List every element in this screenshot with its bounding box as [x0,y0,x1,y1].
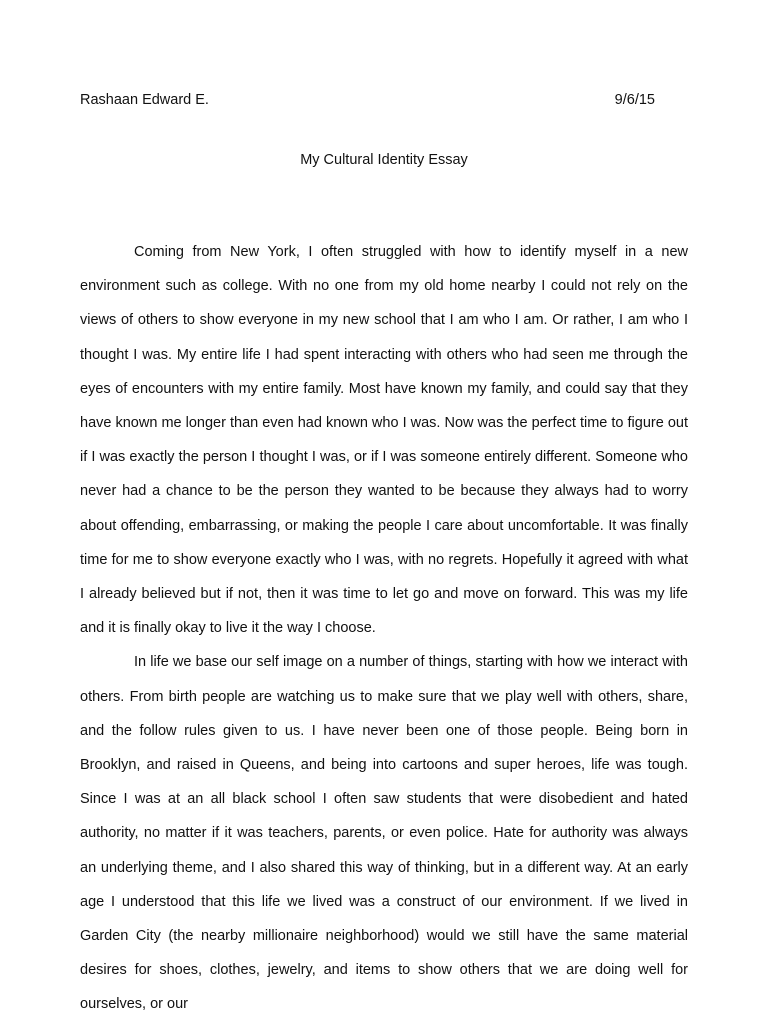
header-row [80,89,655,111]
essay-body [80,235,688,1022]
paragraph-2: In life we base our self image on a number of things, starting with how we interact with others. From birth people are watching us to make sure that we play well with others, share, and the follow rules given to us. I have never been one of those people. Being born in Brooklyn, and raised in Queens, and being into cartoons and super heroes, life was tough. Since I was at an all black school I often saw students that were disobedient and hated authority, no matter if it was teachers, parents, or even police. Hate for authority was always an underlying theme, and I also shared this way of thinking, but in a different way. At an early age I understood that this life we lived was a construct of our environment. If we lived in Garden City (the nearby millionaire neighborhood) would we still have the same material desires for shoes, clothes, jewelry, and items to show others that we are doing well for ourselves, or our [80,654,688,1013]
paragraph-1: Coming from New York, I often struggled with how to identify myself in a new environment such as college. With no one from my old home nearby I could not rely on the views of others to show everyone in my new school that I am who I am. Or rather, I am who I thought I was. My entire life I had spent interacting with others who had seen me through the eyes of encounters with my entire family. Most have known my family, and could say that they have known me longer than even had known who I was. Now was the perfect time to figure out if I was exactly the person I thought I was, or if I was someone entirely different. Someone who never had a chance to be the person they wanted to be because they always had to worry about offending, embarrassing, or making the people I care about uncomfortable. It was finally time for me to show everyone exactly who I was, with no regrets. Hopefully it agreed with what I already believed but if not, then it was time to let go and move on forward. This was my life and it is finally okay to live it the way I choose. [80,244,688,637]
essay-title: My Cultural Identity Essay [300,152,468,168]
author-name: Rashaan Edward E. [80,92,209,108]
essay-date: 9/6/15 [614,92,655,108]
